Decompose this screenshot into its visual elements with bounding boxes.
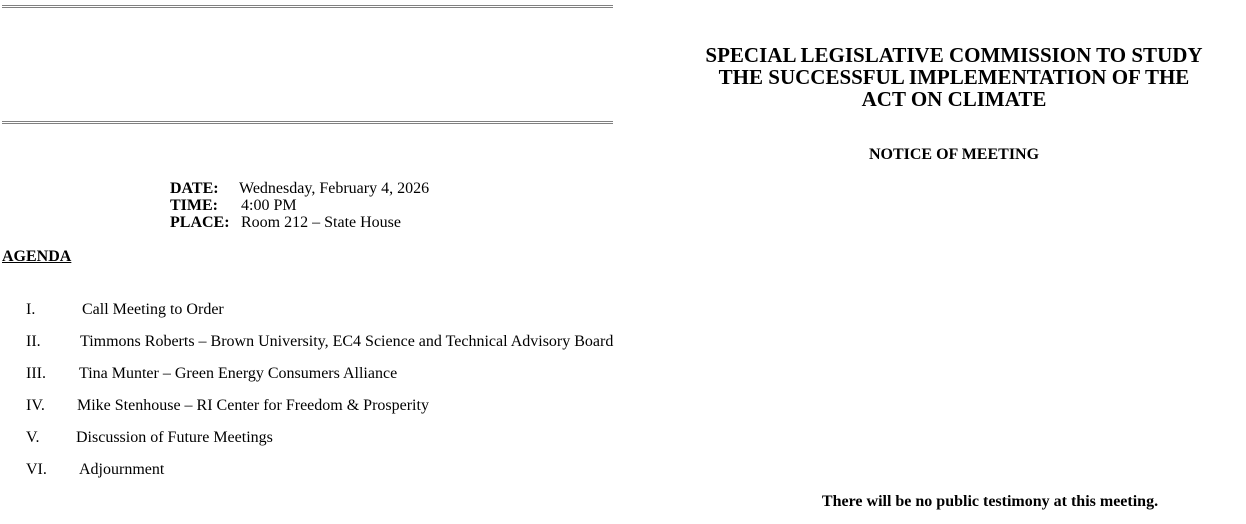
agenda-item-text: Adjournment <box>79 461 165 478</box>
header-rule-top <box>2 5 613 8</box>
meeting-details <box>170 180 429 231</box>
title-line: ACT ON CLIMATE <box>861 87 1047 111</box>
agenda-item-text: Timmons Roberts – Brown University, EC4 Science and Technical Advisory Board <box>80 333 614 350</box>
agenda-item-text: Tina Munter – Green Energy Consumers Alliance <box>79 365 398 382</box>
header-rule-bottom <box>2 121 613 124</box>
date-value: Wednesday, February 4, 2026 <box>239 180 430 197</box>
agenda-item-text: Mike Stenhouse – RI Center for Freedom & Prosperity <box>77 397 429 414</box>
time-label: TIME: <box>170 197 218 214</box>
agenda-item-number: I. <box>26 301 36 318</box>
notice-heading: NOTICE OF MEETING <box>868 146 1040 163</box>
agenda-item-text: Call Meeting to Order <box>82 301 224 318</box>
time-row <box>170 197 429 214</box>
agenda-item-number: V. <box>26 429 40 446</box>
date-row <box>170 180 429 197</box>
agenda-item-text: Discussion of Future Meetings <box>76 429 273 446</box>
agenda-item-number: III. <box>26 365 46 382</box>
title-line: SPECIAL LEGISLATIVE COMMISSION TO STUDY <box>705 43 1203 67</box>
agenda-heading: AGENDA <box>2 248 72 265</box>
title-line: THE SUCCESSFUL IMPLEMENTATION OF THE <box>718 65 1190 89</box>
agenda-item-number: VI. <box>26 461 47 478</box>
date-label: DATE: <box>170 180 219 197</box>
time-value: 4:00 PM <box>241 197 297 214</box>
commission-title <box>660 44 1246 110</box>
place-value: Room 212 – State House <box>241 214 401 231</box>
footer-note: There will be no public testimony at this meeting. <box>821 493 1159 510</box>
agenda-item-number: IV. <box>26 397 45 414</box>
agenda-item-number: II. <box>26 333 41 350</box>
place-label: PLACE: <box>170 214 230 231</box>
place-row <box>170 214 429 231</box>
